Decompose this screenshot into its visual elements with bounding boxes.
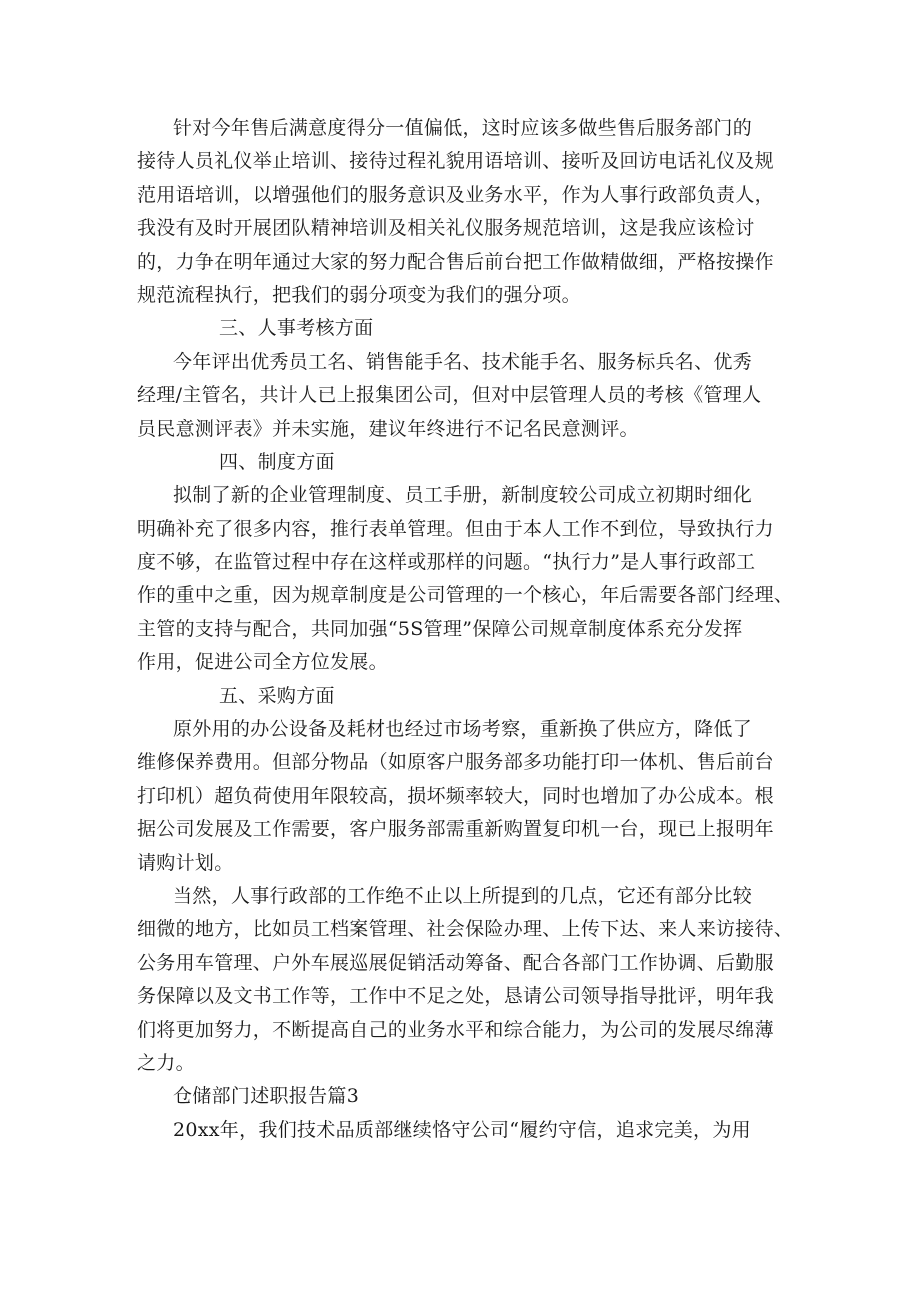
paragraph-line: 接待人员礼仪举止培训、接待过程礼貌用语培训、接听及回访电话礼仪及规 [137, 150, 774, 173]
paragraph-line: 员民意测评表》并未实施，建议年终进行不记名民意测评。 [137, 417, 639, 440]
paragraph-line: 务保障以及文书工作等，工作中不足之处，恳请公司领导指导批评，明年我 [137, 985, 774, 1008]
section-heading: 四、制度方面 [219, 450, 335, 473]
section-heading: 五、采购方面 [219, 684, 335, 707]
paragraph-line: 之力。 [137, 1051, 195, 1074]
paragraph-line: 主管的支持与配合，共同加强“5S管理”保障公司规章制度体系充分发挥 [137, 617, 743, 640]
paragraph-line: 规范流程执行，把我们的弱分项变为我们的强分项。 [137, 283, 581, 306]
paragraph-line: 20xx年，我们技术品质部继续恪守公司“履约守信，追求完美，为用 [173, 1118, 751, 1141]
paragraph-line: 原外用的办公设备及耗材也经过市场考察，重新换了供应方，降低了 [173, 718, 753, 741]
paragraph-line: 拟制了新的企业管理制度、员工手册，新制度较公司成立初期时细化 [173, 484, 753, 507]
paragraph-line: 范用语培训，以增强他们的服务意识及业务水平，作为人事行政部负责人， [137, 183, 774, 206]
document-body [137, 112, 797, 1147]
paragraph-line: 针对今年售后满意度得分一值偏低，这时应该多做些售后服务部门的 [173, 117, 753, 139]
paragraph-line: 我没有及时开展团队精神培训及相关礼仪服务规范培训，这是我应该检讨 [137, 217, 755, 240]
paragraph-line: 据公司发展及工作需要，客户服务部需重新购置复印机一台，现已上报明年 [137, 818, 774, 841]
paragraph-line: 请购计划。 [137, 851, 234, 874]
paragraph-line: 明确补充了很多内容，推行表单管理。但由于本人工作不到位，导致执行力 [137, 517, 774, 540]
section-heading: 三、人事考核方面 [219, 317, 374, 340]
paragraph-line: 们将更加努力，不断提高自己的业务水平和综合能力，为公司的发展尽绵薄 [137, 1018, 774, 1041]
paragraph-line: 维修保养费用。但部分物品（如原客户服务部多功能打印一体机、售后前台 [137, 751, 774, 774]
paragraph-line: 当然，人事行政部的工作绝不止以上所提到的几点，它还有部分比较 [173, 884, 753, 907]
paragraph-line: 作用，促进公司全方位发展。 [137, 651, 388, 674]
paragraph-line: 打印机）超负荷使用年限较高，损坏频率较大，同时也增加了办公成本。根 [137, 784, 774, 807]
paragraph-line: 度不够，在监管过程中存在这样或那样的问题。“执行力”是人事行政部工 [137, 551, 756, 574]
paragraph-line: 细微的地方，比如员工档案管理、社会保险办理、上传下达、来人来访接待、 [137, 918, 794, 941]
paragraph-line: 公务用车管理、户外车展巡展促销活动筹备、配合各部门工作协调、后勤服 [137, 951, 774, 974]
report-title: 仓储部门述职报告篇3 [173, 1085, 360, 1108]
paragraph-line: 今年评出优秀员工名、销售能手名、技术能手名、服务标兵名、优秀 [173, 350, 753, 373]
paragraph-line: 经理/主管名，共计人已上报集团公司，但对中层管理人员的考核《管理人 [137, 384, 762, 407]
paragraph-line: 的，力争在明年通过大家的努力配合售后前台把工作做精做细，严格按操作 [137, 250, 774, 273]
paragraph-line: 作的重中之重，因为规章制度是公司管理的一个核心，年后需要各部门经理、 [137, 584, 794, 607]
